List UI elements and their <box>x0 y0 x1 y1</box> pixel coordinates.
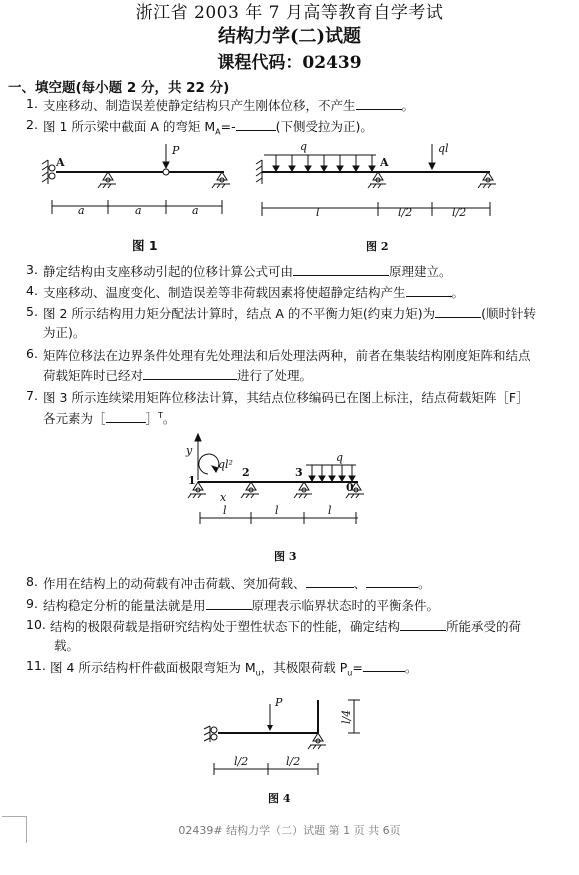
fig2-dim: l/2 <box>398 206 413 219</box>
answer-blank[interactable] <box>435 306 481 318</box>
fig4-dim: l/2 <box>286 755 301 768</box>
question-text: 图 3 所示连续梁用矩阵位移法计算，其结点位移编码已在图上标注，结点荷载矩阵［F］ <box>43 390 529 405</box>
fig4-dim: l/2 <box>234 755 249 768</box>
question-number: 10. <box>26 617 46 632</box>
question-text: 支座移动、制造误差使静定结构只产生刚体位移，不产生 <box>43 98 356 113</box>
question-end: 。 <box>404 660 418 675</box>
subscript: A <box>215 127 221 137</box>
exam-header: 浙江省 2003 年 7 月高等教育自学考试 <box>135 3 444 23</box>
fig3-node-3: 3 <box>295 466 303 479</box>
answer-blank[interactable] <box>206 598 252 610</box>
fig3-dim: l <box>223 504 227 517</box>
question-text: 支座移动、温度变化、制造误差等非荷载因素将使超静定结构产生 <box>43 285 406 300</box>
answer-blank[interactable] <box>356 98 402 110</box>
fig3-dim: l <box>328 504 332 517</box>
fig2-point-label: ql <box>438 142 449 155</box>
question-number: 1. <box>26 96 38 111</box>
answer-blank[interactable] <box>143 368 237 380</box>
question-end: 进行了处理。 <box>237 368 313 383</box>
course-code: 课程代码：02439 <box>217 53 362 73</box>
question-text: 图 2 所示结构用力矩分配法计算时，结点 A 的不平衡力矩(约束力矩)为 <box>43 306 436 321</box>
fig3-node-1: 1 <box>188 474 196 487</box>
answer-blank[interactable] <box>406 285 452 297</box>
question-text-cont: 所能承受的荷 <box>446 619 522 634</box>
answer-blank[interactable] <box>363 660 405 672</box>
fig1-node-label: A <box>56 156 65 169</box>
bracket-close: ］ <box>145 411 159 426</box>
question-number: 6. <box>26 346 38 361</box>
figures-1-2 <box>0 138 579 260</box>
answer-blank[interactable] <box>293 264 389 276</box>
answer-blank[interactable] <box>400 619 446 631</box>
fig2-dim: l/2 <box>452 206 467 219</box>
subscript: u <box>255 668 261 678</box>
question-text-mid: ，其极限荷载 P <box>260 660 348 675</box>
question-number: 2. <box>26 117 38 132</box>
fig1-dim: a <box>192 204 199 217</box>
fig3-dim: l <box>275 504 279 517</box>
fig2-node-label: A <box>380 156 389 169</box>
answer-blank[interactable] <box>366 576 418 588</box>
question-text-line2: 载。 <box>54 638 80 653</box>
question-number: 4. <box>26 283 38 298</box>
fig4-caption: 图 4 <box>268 792 291 805</box>
question-end: (下侧受拉为正)。 <box>275 119 373 134</box>
question-number: 9. <box>26 596 38 611</box>
question-text: 结构稳定分析的能量法就是用 <box>43 598 206 613</box>
fig2-caption: 图 2 <box>366 240 389 253</box>
question-text-cont: (顺时针转 <box>481 306 537 321</box>
question-end: 原理表示临界状态时的平衡条件。 <box>251 598 440 613</box>
fig3-node-2: 2 <box>242 466 250 479</box>
fig3-x-label: x <box>220 491 227 504</box>
answer-blank[interactable] <box>106 411 146 423</box>
question-number: 5. <box>26 304 38 319</box>
question-end: 。 <box>162 411 176 426</box>
fig1-dim: a <box>78 204 85 217</box>
question-end: 。 <box>451 285 465 300</box>
section-title-fill-in: 一、填空题(每小题 2 分，共 22 分) <box>8 80 230 96</box>
fig3-node-0: 0 <box>346 481 354 494</box>
question-text: 结构的极限荷载是指研究结构处于塑性状态下的性能，确定结构 <box>50 619 401 634</box>
question-text-line2: 荷载矩阵时已经对 <box>43 368 144 383</box>
question-end: 。 <box>418 576 431 591</box>
subscript: u <box>347 668 353 678</box>
figure-4 <box>196 690 376 808</box>
fig1-caption: 图 1 <box>132 238 158 253</box>
question-text-line2: 为正)。 <box>43 325 86 340</box>
fig3-caption: 图 3 <box>274 550 297 563</box>
equals: = <box>352 660 363 675</box>
question-text-line2: 各元素为［ <box>43 411 106 426</box>
figure-3 <box>160 432 380 568</box>
question-text: 矩阵位移法在边界条件处理有先处理法和后处理法两种，前者在集装结构刚度矩阵和结点 <box>43 348 531 363</box>
question-number: 7. <box>26 388 38 403</box>
question-text: 静定结构由支座移动引起的位移计算公式可由 <box>43 264 294 279</box>
question-number: 3. <box>26 262 38 277</box>
separator: 、 <box>353 576 367 591</box>
question-number: 8. <box>26 574 38 589</box>
course-title: 结构力学(二)试题 <box>217 26 362 47</box>
fig4-height-label: l/4 <box>340 709 353 724</box>
page-footer: 02439# 结构力学（二）试题 第 1 页 共 6页 <box>178 824 401 837</box>
fig1-load-label: P <box>172 144 180 157</box>
question-text: 图 1 所示梁中截面 A 的弯矩 M <box>43 119 216 134</box>
fig1-dim: a <box>135 204 142 217</box>
question-text: 图 4 所示结构杆件截面极限弯矩为 M <box>50 660 256 675</box>
fig2-dim: l <box>316 206 320 219</box>
answer-blank[interactable] <box>236 119 276 131</box>
fig2-dist-label: q <box>300 140 308 153</box>
question-text: 作用在结构上的动荷载有冲击荷载、突加荷载、 <box>43 576 306 591</box>
fig4-load-label: P <box>275 696 283 709</box>
question-end: 。 <box>401 98 415 113</box>
question-text-mid: =- <box>220 119 236 134</box>
fig3-moment-label: ql² <box>218 458 233 471</box>
fig3-dist-label: q <box>336 451 344 464</box>
superscript: T <box>158 410 163 420</box>
question-number: 11. <box>26 658 46 673</box>
fig3-y-label: y <box>186 444 193 457</box>
question-end: 原理建立。 <box>389 264 452 279</box>
answer-blank[interactable] <box>306 576 354 588</box>
